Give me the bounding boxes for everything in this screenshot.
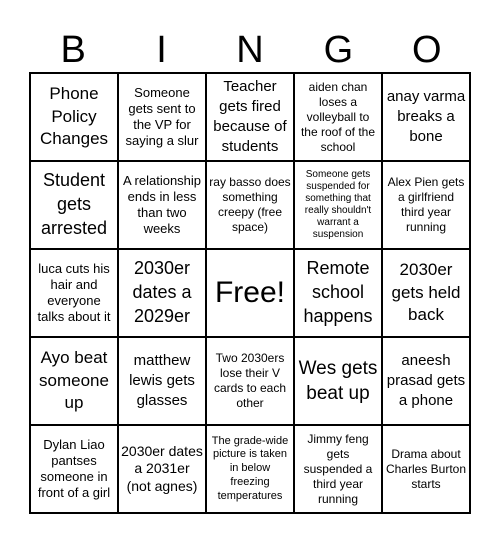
cell-text: 2030er dates a 2031er (not agnes) [121, 442, 203, 494]
free-space-cell[interactable] [206, 249, 294, 337]
bingo-cell[interactable] [30, 73, 118, 161]
cell-text: anay varma breaks a bone [386, 88, 466, 145]
cell-text: A relationship ends in less than two weeks [122, 172, 202, 237]
cell-text: luca cuts his hair and everyone talks about it [37, 260, 111, 325]
cell-text: The grade-wide picture is taken in below freezing temperatures [211, 434, 289, 502]
bingo-cell[interactable] [382, 249, 470, 337]
cell-text: Phone Policy Changes [39, 83, 109, 149]
bingo-cell[interactable] [382, 425, 470, 513]
bingo-cell[interactable] [118, 249, 206, 337]
bingo-cell[interactable] [294, 337, 382, 425]
free-space-text: Free! [214, 276, 286, 309]
bingo-cell[interactable] [118, 161, 206, 249]
bingo-cell[interactable] [206, 337, 294, 425]
cell-text: Alex Pien gets a girlfriend third year running [387, 175, 465, 234]
bingo-cell[interactable] [30, 161, 118, 249]
bingo-cell[interactable] [382, 337, 470, 425]
cell-text: Teacher gets fired because of students [213, 78, 287, 155]
cell-text: 2030er dates a 2029er [132, 258, 192, 326]
cell-text: Someone gets sent to the VP for saying a slur [125, 84, 199, 149]
header-letter-b: B [60, 29, 86, 71]
cell-text: Someone gets suspended for something that really shouldn't warrant a suspension [304, 169, 372, 240]
bingo-cell[interactable] [206, 161, 294, 249]
cell-text: Student gets arrested [40, 170, 108, 238]
header-letter-o: O [411, 29, 442, 71]
bingo-header [29, 28, 471, 72]
header-letter-n: N [236, 29, 264, 71]
bingo-cell[interactable] [118, 337, 206, 425]
bingo-cell[interactable] [30, 425, 118, 513]
bingo-cell[interactable] [118, 73, 206, 161]
cell-text: matthew lewis gets glasses [129, 352, 195, 409]
cell-text: Ayo beat someone up [39, 347, 109, 413]
cell-text: Wes gets beat up [298, 357, 378, 404]
cell-text: Drama about Charles Burton starts [385, 446, 467, 491]
bingo-cell[interactable] [294, 249, 382, 337]
bingo-grid [29, 72, 471, 514]
bingo-cell[interactable] [294, 425, 382, 513]
bingo-cell[interactable] [206, 73, 294, 161]
bingo-cell[interactable] [382, 73, 470, 161]
bingo-cell[interactable] [206, 425, 294, 513]
bingo-cell[interactable] [294, 73, 382, 161]
cell-text: Remote school happens [303, 258, 373, 326]
cell-text: Dylan Liao pantses someone in front of a girl [37, 436, 111, 501]
bingo-cell[interactable] [118, 425, 206, 513]
bingo-cell[interactable] [30, 337, 118, 425]
cell-text: ray basso does something creepy (free space) [209, 175, 291, 234]
cell-text: Jimmy feng gets suspended a third year running [303, 431, 373, 506]
header-letter-i: I [156, 29, 167, 71]
cell-text: Two 2030ers lose their V cards to each other [213, 351, 287, 410]
bingo-cell[interactable] [382, 161, 470, 249]
cell-text: aneesh prasad gets a phone [386, 352, 466, 409]
bingo-cell[interactable] [294, 161, 382, 249]
bingo-cell[interactable] [30, 249, 118, 337]
cell-text: 2030er gets held back [391, 259, 461, 325]
cell-text: aiden chan loses a volleyball to the roof of the school [300, 79, 376, 154]
header-letter-g: G [323, 29, 354, 71]
